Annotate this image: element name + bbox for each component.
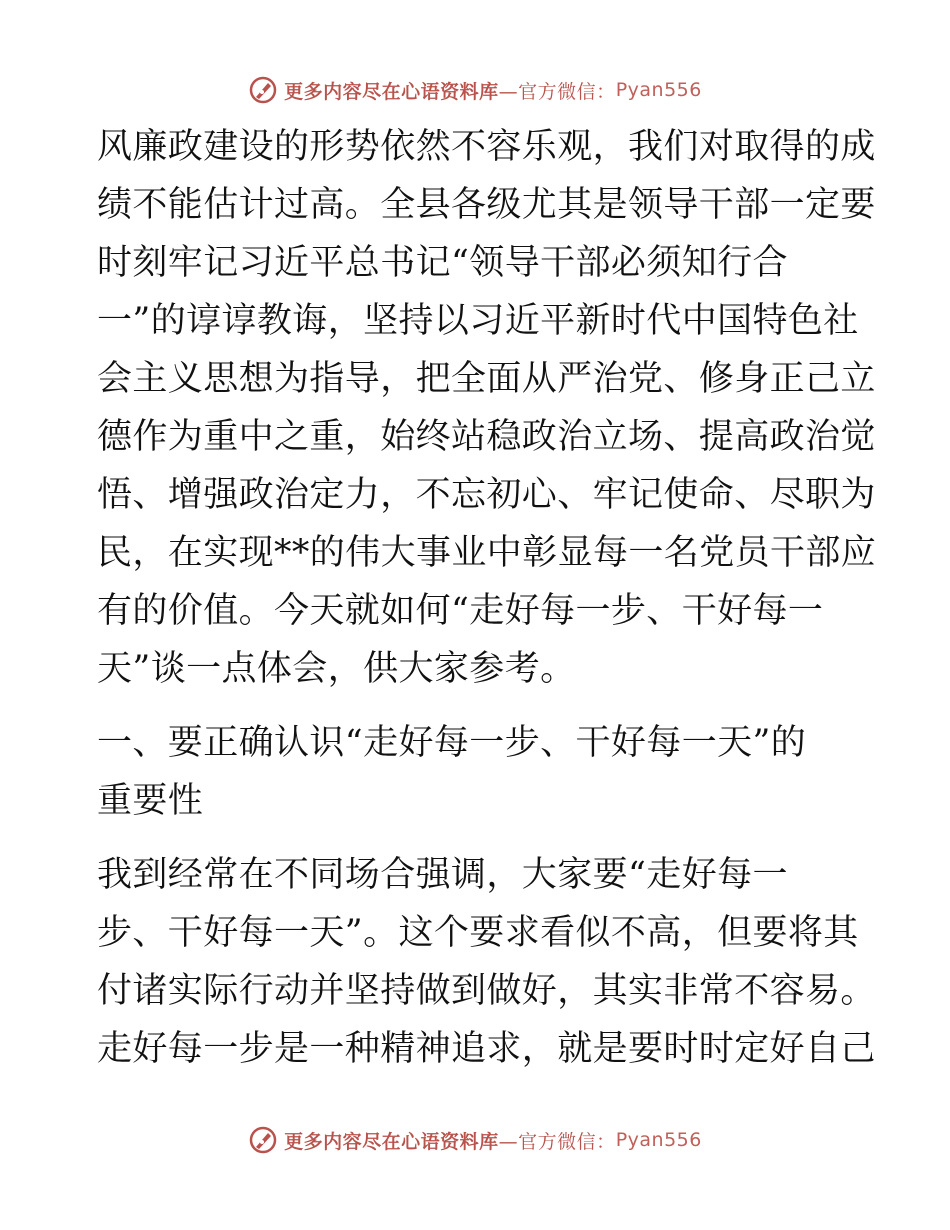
section-heading <box>97 714 857 830</box>
paragraph-section-one <box>97 846 876 1078</box>
text-line: 走好每一步是一种精神追求，就是要时时定好自己 <box>97 1029 876 1069</box>
text-line: 时刻牢记习近平总书记“领导干部必须知行合 <box>97 243 788 283</box>
text-line: 步、干好每一天”。这个要求看似不高，但要将其 <box>97 913 859 953</box>
text-line: 风廉政建设的形势依然不容乐观，我们对取得的成 <box>97 127 876 167</box>
watermark-wechat-id: Pyan556 <box>615 1129 702 1151</box>
text-line: 一”的谆谆教诲，坚持以习近平新时代中国特色社 <box>97 301 859 341</box>
text-line: 有的价值。今天就如何“走好每一步、干好每一 <box>97 591 824 631</box>
watermark-separator: —官方微信： <box>498 80 616 103</box>
paragraph-intro <box>97 118 877 698</box>
text-line: 付诸实际行动并坚持做到做好，其实非常不容易。 <box>97 971 876 1011</box>
pen-circle-logo-icon <box>248 75 278 105</box>
header-watermark <box>0 70 950 110</box>
text-line: 天”谈一点体会，供大家参考。 <box>97 649 576 689</box>
text-line: 德作为重中之重，始终站稳政治立场、提高政治觉 <box>97 417 876 457</box>
watermark-title: 更多内容尽在心语资料库 <box>284 80 499 103</box>
text-line: 悟、增强政治定力，不忘初心、牢记使命、尽职为 <box>97 475 876 515</box>
footer-watermark <box>0 1120 950 1160</box>
text-line: 会主义思想为指导，把全面从严治党、修身正己立 <box>97 359 876 399</box>
heading-line: 一、要正确认识“走好每一步、干好每一天”的 <box>97 723 807 763</box>
document-body <box>97 118 877 1078</box>
watermark-wechat-id: Pyan556 <box>615 79 702 101</box>
watermark-separator: —官方微信： <box>498 1130 616 1153</box>
text-line: 民，在实现**的伟大事业中彰显每一名党员干部应 <box>97 533 877 573</box>
heading-line: 重要性 <box>97 781 204 821</box>
watermark-title: 更多内容尽在心语资料库 <box>284 1130 499 1153</box>
text-line: 我到经常在不同场合强调，大家要“走好每一 <box>97 855 788 895</box>
text-line: 绩不能估计过高。全县各级尤其是领导干部一定要 <box>97 185 876 225</box>
pen-circle-logo-icon <box>248 1125 278 1155</box>
